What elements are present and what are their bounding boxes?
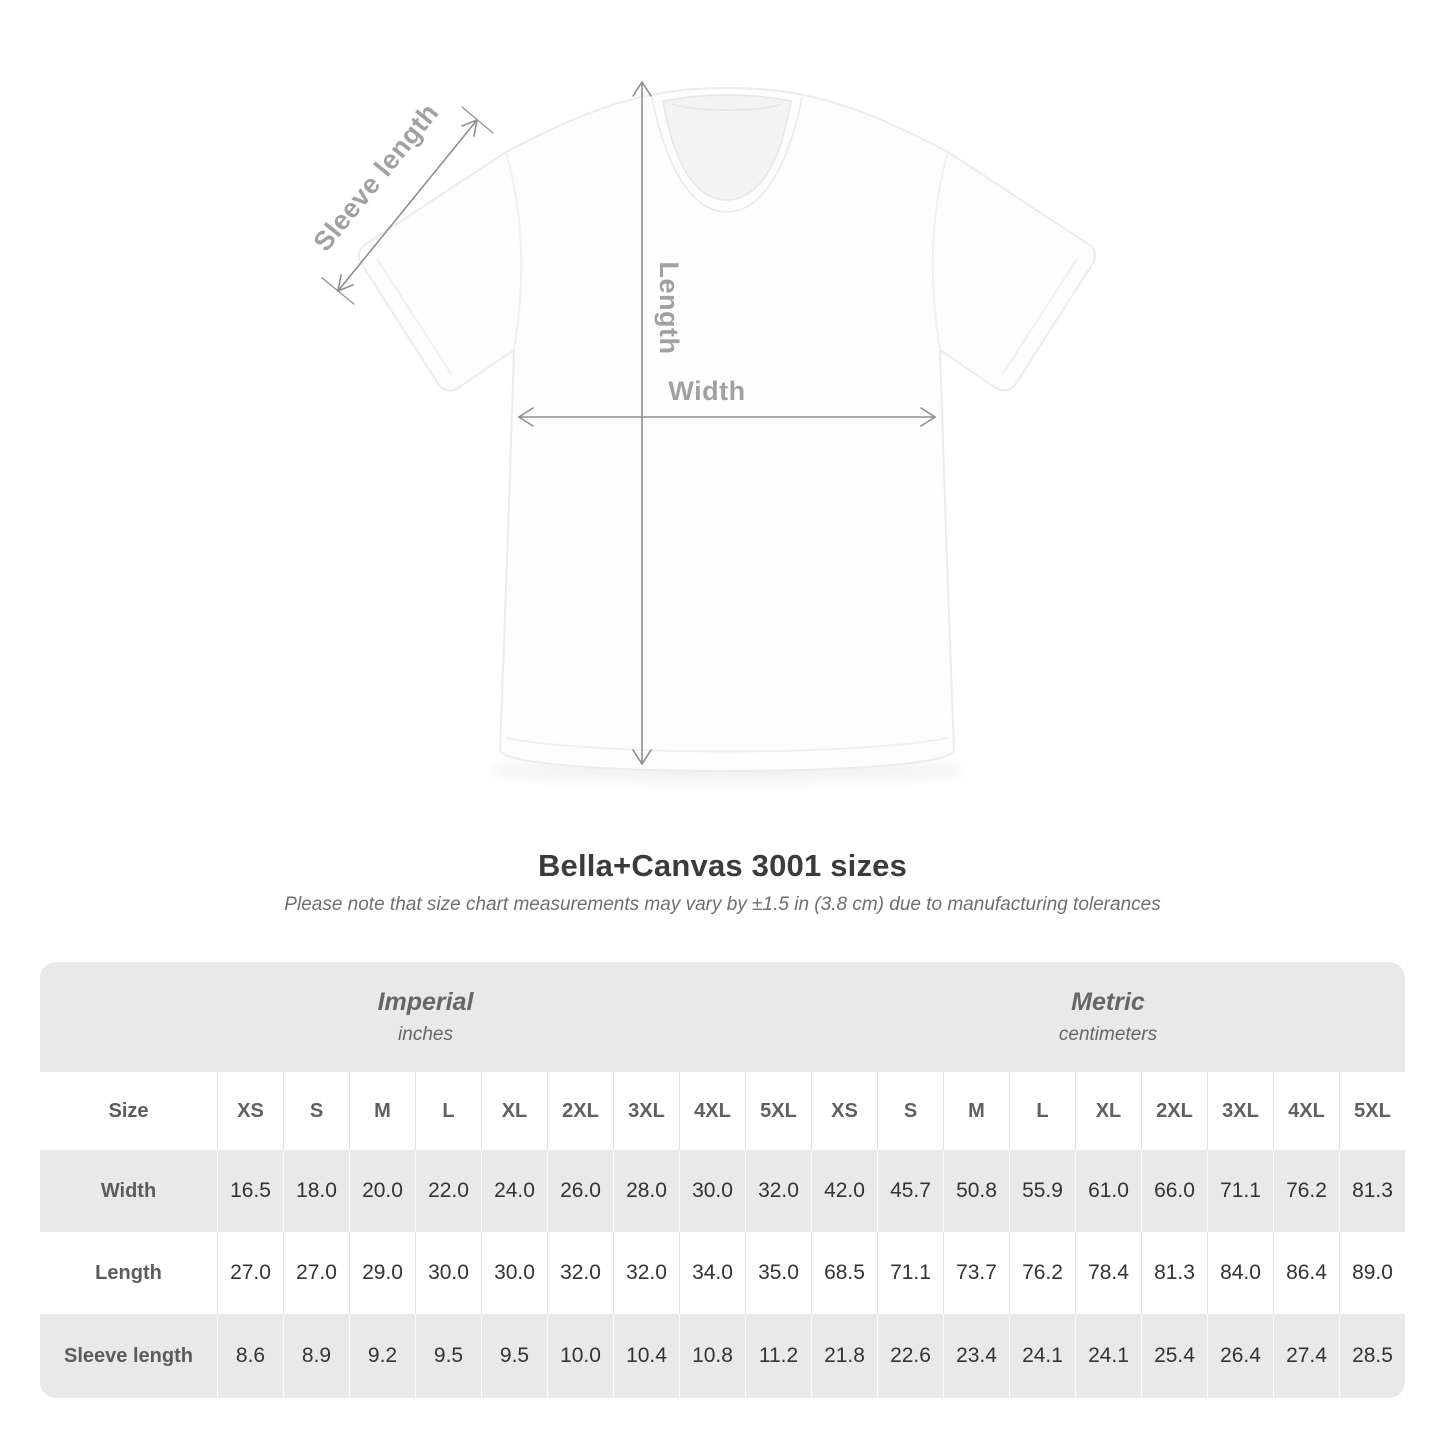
- table-cell: 10.8: [679, 1314, 745, 1398]
- size-header-cell: XL: [481, 1072, 547, 1150]
- table-cell: 8.6: [217, 1314, 283, 1398]
- length-label: Length: [654, 261, 684, 355]
- size-header-cell: L: [1009, 1072, 1075, 1150]
- table-cell: 30.0: [679, 1150, 745, 1232]
- size-header-cell: 3XL: [613, 1072, 679, 1150]
- imperial-unit: inches: [398, 1024, 453, 1045]
- table-cell: 71.1: [1207, 1150, 1273, 1232]
- size-header-cell: XS: [811, 1072, 877, 1150]
- table-cell: 45.7: [877, 1150, 943, 1232]
- heading-block: [0, 848, 1445, 916]
- table-cell: 18.0: [283, 1150, 349, 1232]
- table-cell: 27.0: [283, 1232, 349, 1314]
- tolerance-note: Please note that size chart measurements may vary by ±1.5 in (3.8 cm) due to manufacturing tolerances: [284, 894, 1161, 915]
- table-cell: 22.0: [415, 1150, 481, 1232]
- size-header-cell: XS: [217, 1072, 283, 1150]
- table-cell: 42.0: [811, 1150, 877, 1232]
- table-cell: 29.0: [349, 1232, 415, 1314]
- table-cell: 9.5: [481, 1314, 547, 1398]
- table-cell: 73.7: [943, 1232, 1009, 1314]
- size-chart-table: [40, 962, 1405, 1398]
- table-cell: 11.2: [745, 1314, 811, 1398]
- table-cell: 84.0: [1207, 1232, 1273, 1314]
- size-header-cell: 4XL: [1273, 1072, 1339, 1150]
- table-cell: 81.3: [1339, 1150, 1405, 1232]
- metric-section-header: [811, 962, 1405, 1072]
- size-header-cell: M: [943, 1072, 1009, 1150]
- table-cell: 24.1: [1009, 1314, 1075, 1398]
- metric-unit: centimeters: [1058, 1024, 1158, 1045]
- table-cell: 76.2: [1009, 1232, 1075, 1314]
- table-cell: 25.4: [1141, 1314, 1207, 1398]
- tshirt-shape: [359, 88, 1095, 771]
- table-cell: 34.0: [679, 1232, 745, 1314]
- table-cell: 26.0: [547, 1150, 613, 1232]
- sleeve-length-label: Sleeve length: [307, 97, 445, 257]
- table-cell: 32.0: [613, 1232, 679, 1314]
- table-cell: 76.2: [1273, 1150, 1339, 1232]
- size-header-cell: 5XL: [1339, 1072, 1405, 1150]
- table-cell: 55.9: [1009, 1150, 1075, 1232]
- width-label: Width: [668, 376, 746, 406]
- table-cell: 27.0: [217, 1232, 283, 1314]
- size-header-cell: S: [283, 1072, 349, 1150]
- table-cell: 10.0: [547, 1314, 613, 1398]
- size-header-cell: S: [877, 1072, 943, 1150]
- table-cell: 71.1: [877, 1232, 943, 1314]
- imperial-section-header: [40, 962, 811, 1072]
- table-cell: 86.4: [1273, 1232, 1339, 1314]
- table-cell: 26.4: [1207, 1314, 1273, 1398]
- table-cell: 78.4: [1075, 1232, 1141, 1314]
- table-cell: 24.1: [1075, 1314, 1141, 1398]
- table-cell: 28.5: [1339, 1314, 1405, 1398]
- table-cell: 35.0: [745, 1232, 811, 1314]
- table-cell: 10.4: [613, 1314, 679, 1398]
- size-header-cell: L: [415, 1072, 481, 1150]
- table-cell: 22.6: [877, 1314, 943, 1398]
- table-cell: 50.8: [943, 1150, 1009, 1232]
- table-cell: 9.5: [415, 1314, 481, 1398]
- size-header-cell: 3XL: [1207, 1072, 1273, 1150]
- table-cell: 30.0: [415, 1232, 481, 1314]
- size-header-cell: 4XL: [679, 1072, 745, 1150]
- table-cell: 32.0: [745, 1150, 811, 1232]
- metric-title: Metric: [1071, 988, 1145, 1016]
- size-header-cell: 5XL: [745, 1072, 811, 1150]
- row-label-width: Width: [40, 1150, 217, 1232]
- table-cell: 28.0: [613, 1150, 679, 1232]
- table-cell: 89.0: [1339, 1232, 1405, 1314]
- size-header-cell: XL: [1075, 1072, 1141, 1150]
- table-cell: 8.9: [283, 1314, 349, 1398]
- table-cell: 81.3: [1141, 1232, 1207, 1314]
- table-cell: 21.8: [811, 1314, 877, 1398]
- table-cell: 20.0: [349, 1150, 415, 1232]
- table-cell: 68.5: [811, 1232, 877, 1314]
- table-cell: 61.0: [1075, 1150, 1141, 1232]
- table-cell: 24.0: [481, 1150, 547, 1232]
- table-cell: 27.4: [1273, 1314, 1339, 1398]
- imperial-title: Imperial: [377, 988, 474, 1016]
- row-label-sleeve-length: Sleeve length: [40, 1314, 217, 1398]
- table-cell: 16.5: [217, 1150, 283, 1232]
- table-cell: 23.4: [943, 1314, 1009, 1398]
- table-cell: 66.0: [1141, 1150, 1207, 1232]
- size-header-cell: 2XL: [1141, 1072, 1207, 1150]
- page-title: Bella+Canvas 3001 sizes: [537, 848, 908, 883]
- table-cell: 32.0: [547, 1232, 613, 1314]
- row-label-length: Length: [40, 1232, 217, 1314]
- size-header-cell: 2XL: [547, 1072, 613, 1150]
- size-header-cell: M: [349, 1072, 415, 1150]
- table-cell: 9.2: [349, 1314, 415, 1398]
- size-column-header: Size: [40, 1072, 217, 1150]
- table-cell: 30.0: [481, 1232, 547, 1314]
